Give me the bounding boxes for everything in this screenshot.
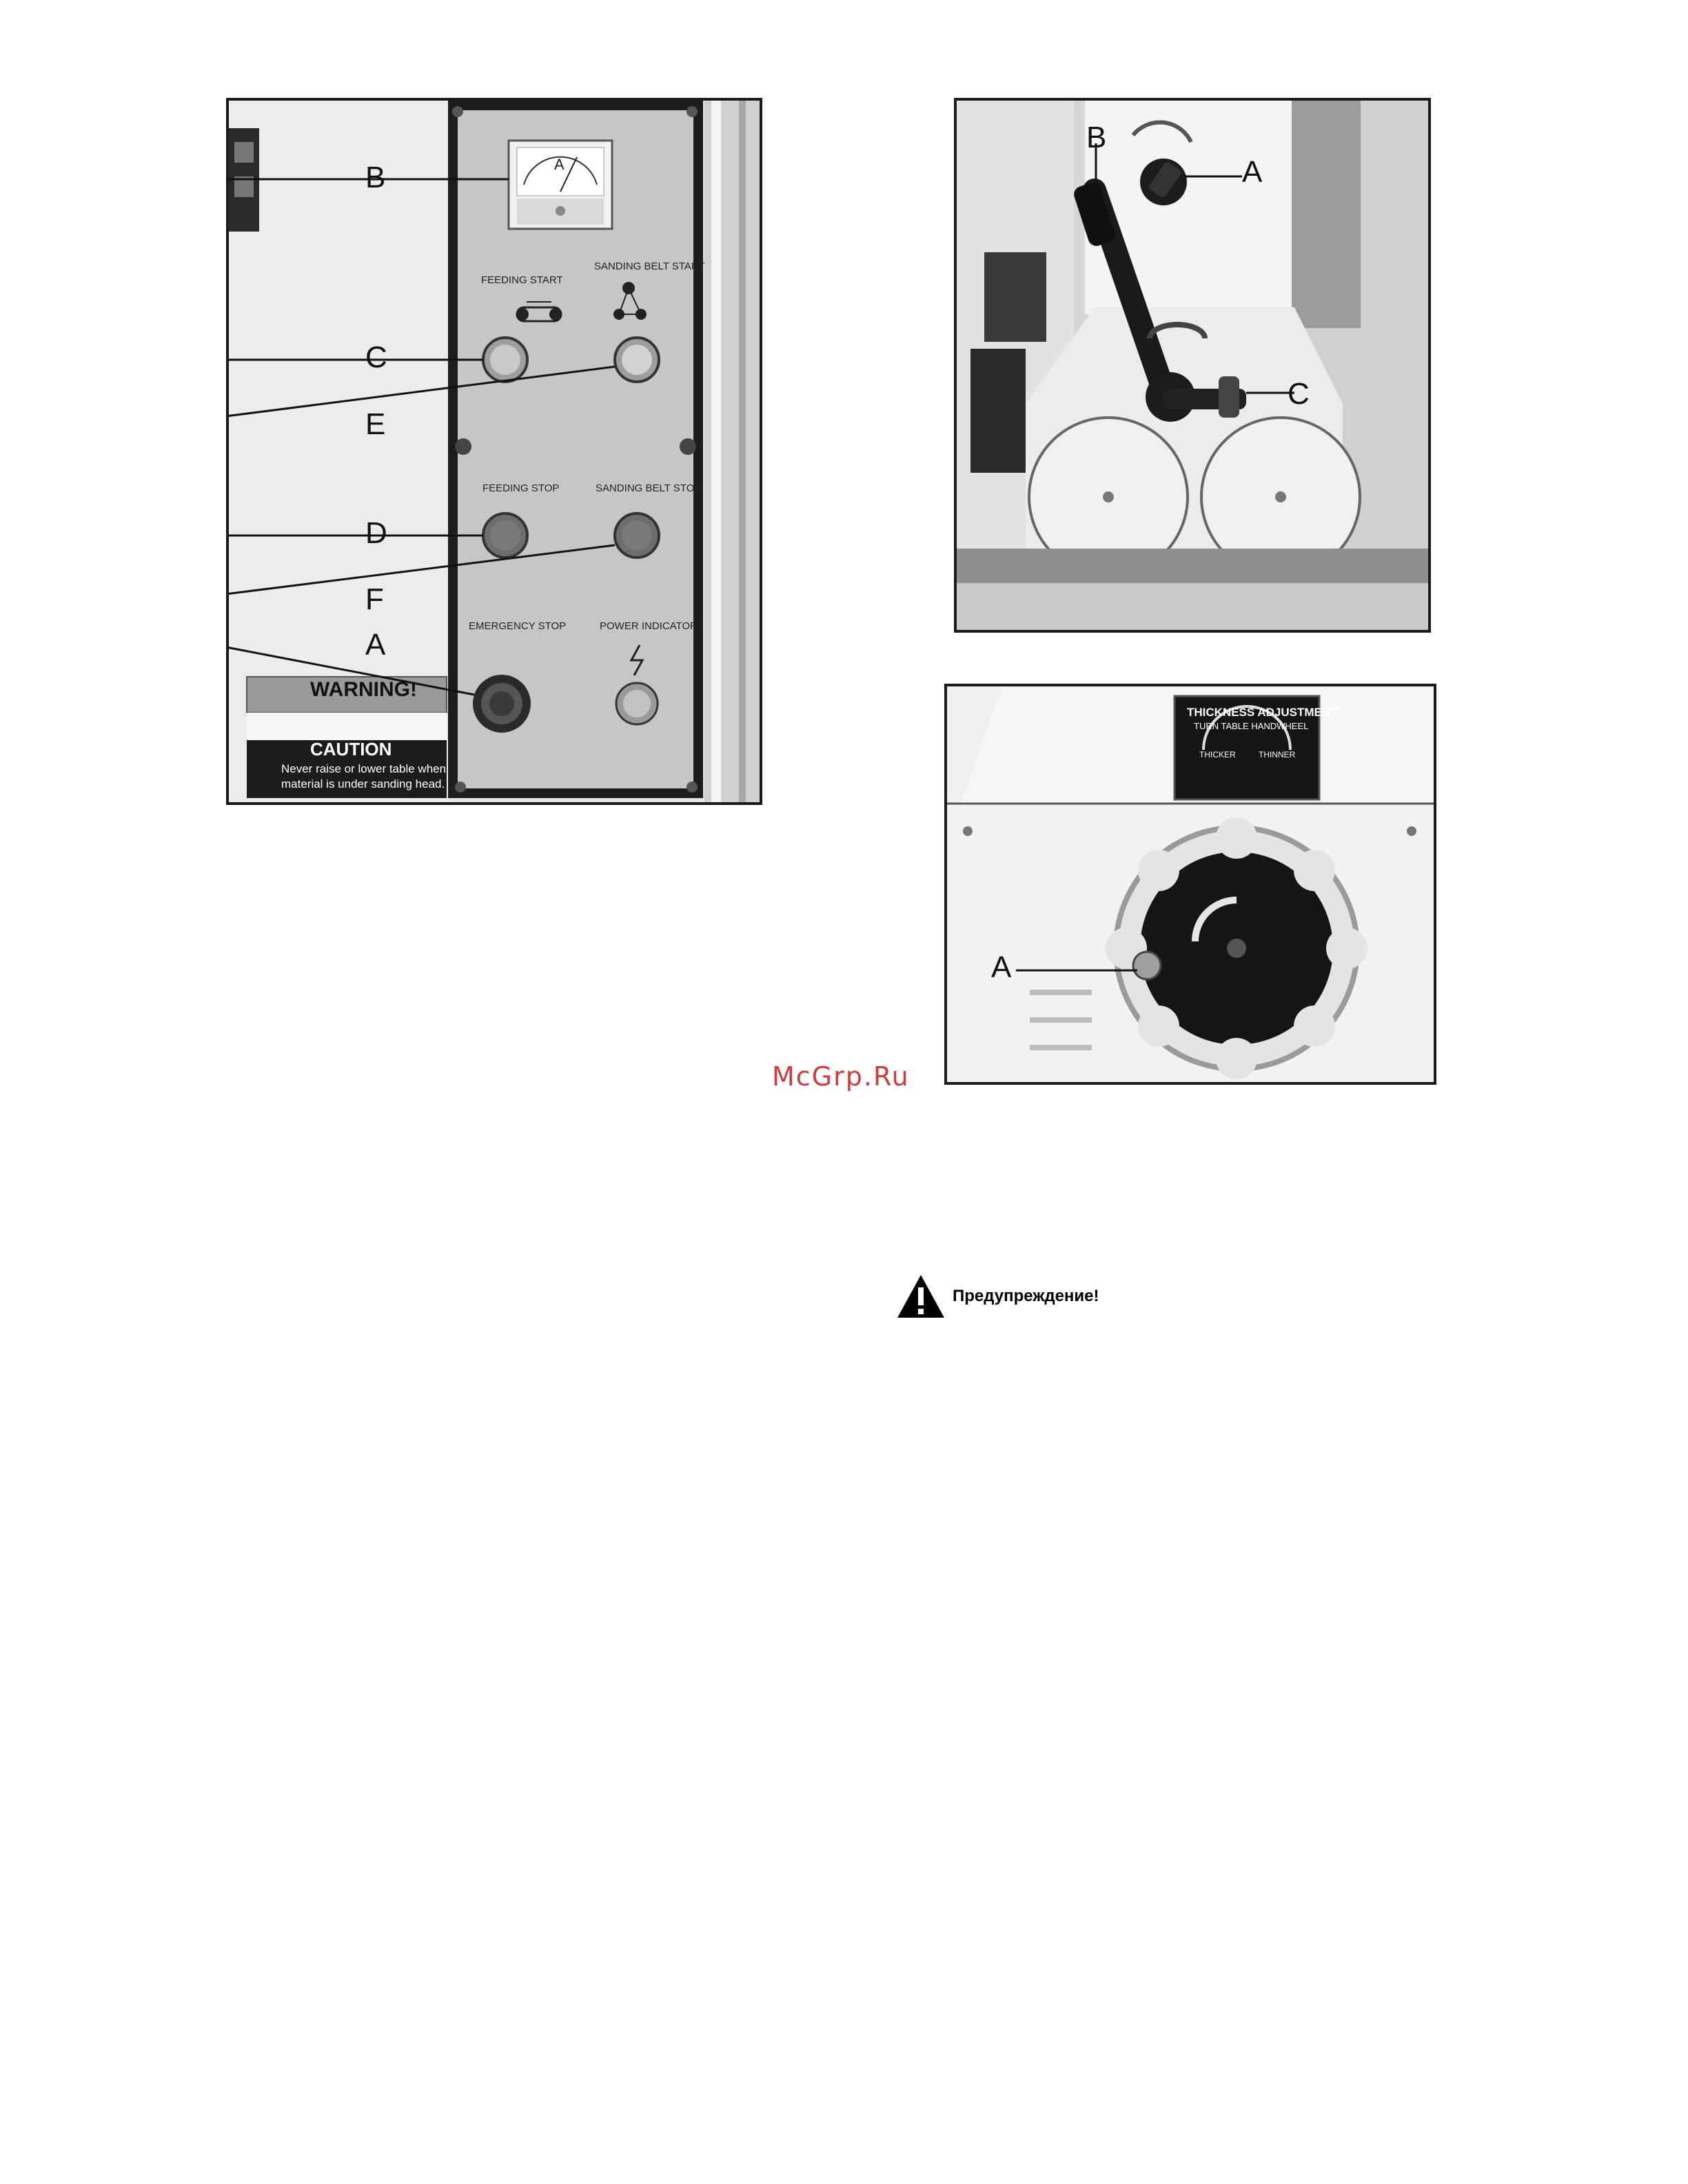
plate-title: THICKNESS ADJUSTMENT [1187, 706, 1338, 719]
control-panel-photo [226, 98, 762, 805]
plate-subtitle: TURN TABLE HANDWHEEL [1194, 721, 1309, 731]
watermark: McGrp.Ru [772, 1061, 910, 1092]
warning-triangle-icon [896, 1274, 946, 1319]
warning-heading-text: Предупреждение! [953, 1287, 1099, 1305]
control-panel-illustration [229, 101, 760, 802]
callout-f-panel: F [365, 582, 384, 616]
label-power-indicator: POWER INDICATOR [600, 620, 698, 632]
lever-photo [954, 98, 1431, 633]
lever-illustration [957, 101, 1428, 630]
callout-a-handwheel: A [991, 950, 1012, 984]
plate-left-label: THICKER [1199, 750, 1236, 759]
label-sanding-belt-stop: SANDING BELT STOP [596, 482, 702, 494]
callout-c-lever: C [1288, 377, 1310, 411]
warning-sticker-title: WARNING! [310, 678, 417, 701]
handwheel-illustration [947, 686, 1434, 1082]
callout-b-panel: B [365, 161, 386, 194]
caution-sticker-text-2: material is under sanding head. [281, 777, 445, 790]
caution-sticker-title: CAUTION [310, 739, 392, 759]
meter-unit: A [554, 156, 565, 173]
callout-a-panel: A [365, 628, 386, 662]
callout-a-lever: A [1242, 155, 1263, 189]
label-feeding-stop: FEEDING STOP [482, 482, 560, 494]
callout-b-lever: B [1086, 121, 1107, 154]
plate-right-label: THINNER [1259, 750, 1296, 759]
warning-heading [896, 1274, 1099, 1319]
label-feeding-start: FEEDING START [481, 274, 563, 286]
caution-sticker-text-1: Never raise or lower table when [281, 762, 447, 775]
callout-c-panel: C [365, 340, 387, 374]
callout-d-panel: D [365, 516, 387, 550]
handwheel-photo [944, 684, 1436, 1085]
label-emergency-stop: EMERGENCY STOP [469, 620, 567, 632]
callout-e-panel: E [365, 407, 386, 441]
label-sanding-belt-start: SANDING BELT START [594, 261, 705, 272]
